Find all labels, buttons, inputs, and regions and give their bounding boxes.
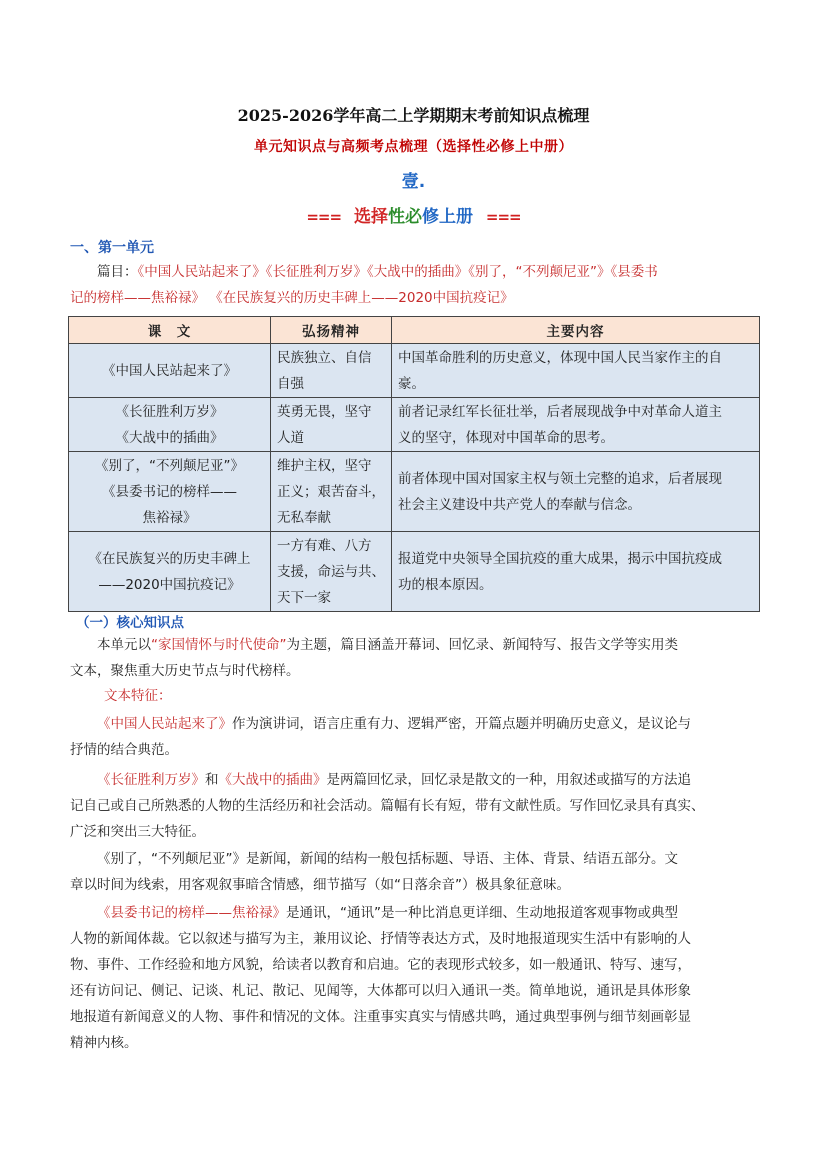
cell-content xyxy=(392,398,760,452)
paragraph-memoir xyxy=(70,767,760,845)
p2-line-1 xyxy=(70,767,760,793)
header-text: 课 文 xyxy=(69,317,271,344)
intro-post: 为主题，篇目涵盖开幕词、回忆录、新闻特写、报告文学等实用类 xyxy=(286,637,678,653)
p2-and: 和 xyxy=(205,772,219,788)
cell-line: 人道 xyxy=(277,429,304,446)
cell-content xyxy=(392,344,760,398)
cell-line: 一方有难、八方 xyxy=(277,537,372,554)
paragraph-speech xyxy=(70,711,760,763)
cell-content xyxy=(392,452,760,532)
cell-line: 天下一家 xyxy=(277,589,331,606)
cell-line: 维护主权，坚守 xyxy=(277,457,372,474)
cell-line: ——2020中国抗疫记》 xyxy=(98,576,241,593)
cell-line: 《长征胜利万岁》 xyxy=(115,403,224,420)
cell-line: 社会主义建设中共产党人的奉献与信念。 xyxy=(398,496,641,513)
p4-line-4: 还有访问记、侧记、记谈、札记、散记、见闻等，大体都可以归入通讯一类。简单地说，通讯是具体形象 xyxy=(70,983,691,999)
cell-line: 《别了，“不列颠尼亚”》 xyxy=(95,457,244,474)
titles-label: 篇目： xyxy=(97,264,138,280)
p2-text: 是两篇回忆录，回忆录是散文的一种，用叙述或描写的方法追 xyxy=(326,772,691,788)
cell-text xyxy=(69,452,271,532)
cell-line: 《大战中的插曲》 xyxy=(115,429,224,446)
heading-decoration-left: === xyxy=(306,208,342,226)
cell-line: 《在民族复兴的历史丰碑上 xyxy=(88,550,251,567)
cell-line: 民族独立、自信 xyxy=(277,349,372,366)
intro-line-2: 文本，聚焦重大历史节点与时代榜样。 xyxy=(70,663,300,679)
header-content: 主要内容 xyxy=(392,317,760,344)
p4-line-5: 地报道有新闻意义的人物、事件和情况的文体。注重事实真实与情感共鸣，通过典型事例与细节刻画彰显 xyxy=(70,1009,691,1025)
cell-line: 焦裕禄》 xyxy=(142,509,197,526)
p4-text: 是通讯，“通讯”是一种比消息更详细、生动地报道客观事物或典型 xyxy=(286,905,678,921)
feature-label: 文本特征： xyxy=(104,688,172,704)
volume-heading-text xyxy=(354,207,473,227)
table-row xyxy=(69,532,760,612)
p1-text: 作为演讲词，语言庄重有力、逻辑严密，开篇点题并明确历史意义，是议论与 xyxy=(232,716,691,732)
p1-title: 《中国人民站起来了》 xyxy=(97,716,232,732)
document-title: 2025-2026学年高二上学期期末考前知识点梳理 xyxy=(237,106,590,125)
titles-list-part-2: 记的榜样——焦裕禄》 《在民族复兴的历史丰碑上——2020中国抗疫记》 xyxy=(70,290,514,306)
cell-spirit xyxy=(271,398,392,452)
part-mark: 壹. xyxy=(401,172,426,192)
paragraph-news xyxy=(70,846,760,898)
document-subtitle: 单元知识点与高频考点梳理（选择性必修上中册） xyxy=(254,139,573,155)
intro-pre: 本单元以 xyxy=(97,637,151,653)
intro-theme: “家国情怀与时代使命” xyxy=(151,637,287,653)
p2-title-a: 《长征胜利万岁》 xyxy=(97,772,205,788)
p4-line-2: 人物的新闻体裁。它以叙述与描写为主，兼用议论、抒情等表达方式，及时地报道现实生活中有影响的人 xyxy=(70,931,691,947)
cell-line: 《县委书记的榜样—— xyxy=(102,483,237,500)
cell-line: 无私奉献 xyxy=(277,509,331,526)
titles-line-1 xyxy=(70,259,758,285)
header-spirit: 弘扬精神 xyxy=(271,317,392,344)
cell-spirit xyxy=(271,452,392,532)
intro-paragraph xyxy=(70,632,760,684)
volume-heading-part-1: 选择 xyxy=(354,207,388,227)
volume-heading-part-2: 性必 xyxy=(388,207,422,227)
table-row xyxy=(69,398,760,452)
cell-line: 功的根本原因。 xyxy=(398,576,493,593)
cell-line: 豪。 xyxy=(398,375,425,392)
section-heading: （一）核心知识点 xyxy=(76,615,184,631)
cell-line: 中国革命胜利的历史意义，体现中国人民当家作主的自 xyxy=(398,349,722,366)
p3-line-2: 章以时间为线索，用客观叙事暗含情感，细节描写（如“日落余音”）极具象征意味。 xyxy=(70,877,570,893)
cell-line: 前者体现中国对国家主权与领土完整的追求，后者展现 xyxy=(398,470,722,487)
p2-title-b: 《大战中的插曲》 xyxy=(218,772,327,788)
p4-line-6: 精神内核。 xyxy=(70,1035,138,1051)
table-header-row xyxy=(69,317,760,344)
cell-text xyxy=(69,532,271,612)
unit-heading: 一、第一单元 xyxy=(70,240,154,256)
cell-content xyxy=(392,532,760,612)
table-row xyxy=(69,452,760,532)
paragraph-report xyxy=(70,900,760,1056)
titles-paragraph xyxy=(70,259,758,311)
p2-line-3: 广泛和突出三大特征。 xyxy=(70,824,205,840)
cell-line: 自强 xyxy=(277,375,304,392)
table-row xyxy=(69,344,760,398)
cell-line: 前者记录红军长征壮举，后者展现战争中对革命人道主 xyxy=(398,403,722,420)
cell-line: 支援，命运与共、 xyxy=(277,563,385,580)
p3-line-1: 《别了，“不列颠尼亚”》是新闻，新闻的结构一般包括标题、导语、主体、背景、结语五部分。文 xyxy=(97,851,678,867)
cell-line: 正义；艰苦奋斗， xyxy=(277,483,385,500)
titles-list-part-1: 《中国人民站起来了》《长征胜利万岁》《大战中的插曲》《别了，“不列颠尼亚”》《县委书 xyxy=(137,264,658,280)
volume-heading-part-3: 修上册 xyxy=(422,207,473,227)
p2-line-2: 记自己或自己所熟悉的人物的生活经历和社会活动。篇幅有长有短，带有文献性质。写作回忆录具有真实、 xyxy=(70,798,705,814)
cell-line: 英勇无畏，坚守 xyxy=(277,403,372,420)
intro-line-1 xyxy=(70,632,760,658)
cell-spirit xyxy=(271,344,392,398)
volume-heading xyxy=(0,202,827,227)
p4-line-1 xyxy=(70,900,760,926)
cell-line: 报道党中央领导全国抗疫的重大成果，揭示中国抗疫成 xyxy=(398,550,722,567)
cell-spirit xyxy=(271,532,392,612)
p4-line-3: 物、事件、工作经验和地方风貌，给读者以教育和启迪。它的表现形式较多，如一般通讯、特写、速写， xyxy=(70,957,691,973)
cell-line: 义的坚守，体现对中国革命的思考。 xyxy=(398,429,614,446)
summary-table xyxy=(68,316,760,612)
cell-text xyxy=(69,398,271,452)
p1-line-2: 抒情的结合典范。 xyxy=(70,742,178,758)
cell-line: 《中国人民站起来了》 xyxy=(102,362,237,379)
p4-title: 《县委书记的榜样——焦裕禄》 xyxy=(97,905,286,921)
cell-text xyxy=(69,344,271,398)
p1-line-1 xyxy=(70,711,760,737)
heading-decoration-right: === xyxy=(485,208,521,226)
